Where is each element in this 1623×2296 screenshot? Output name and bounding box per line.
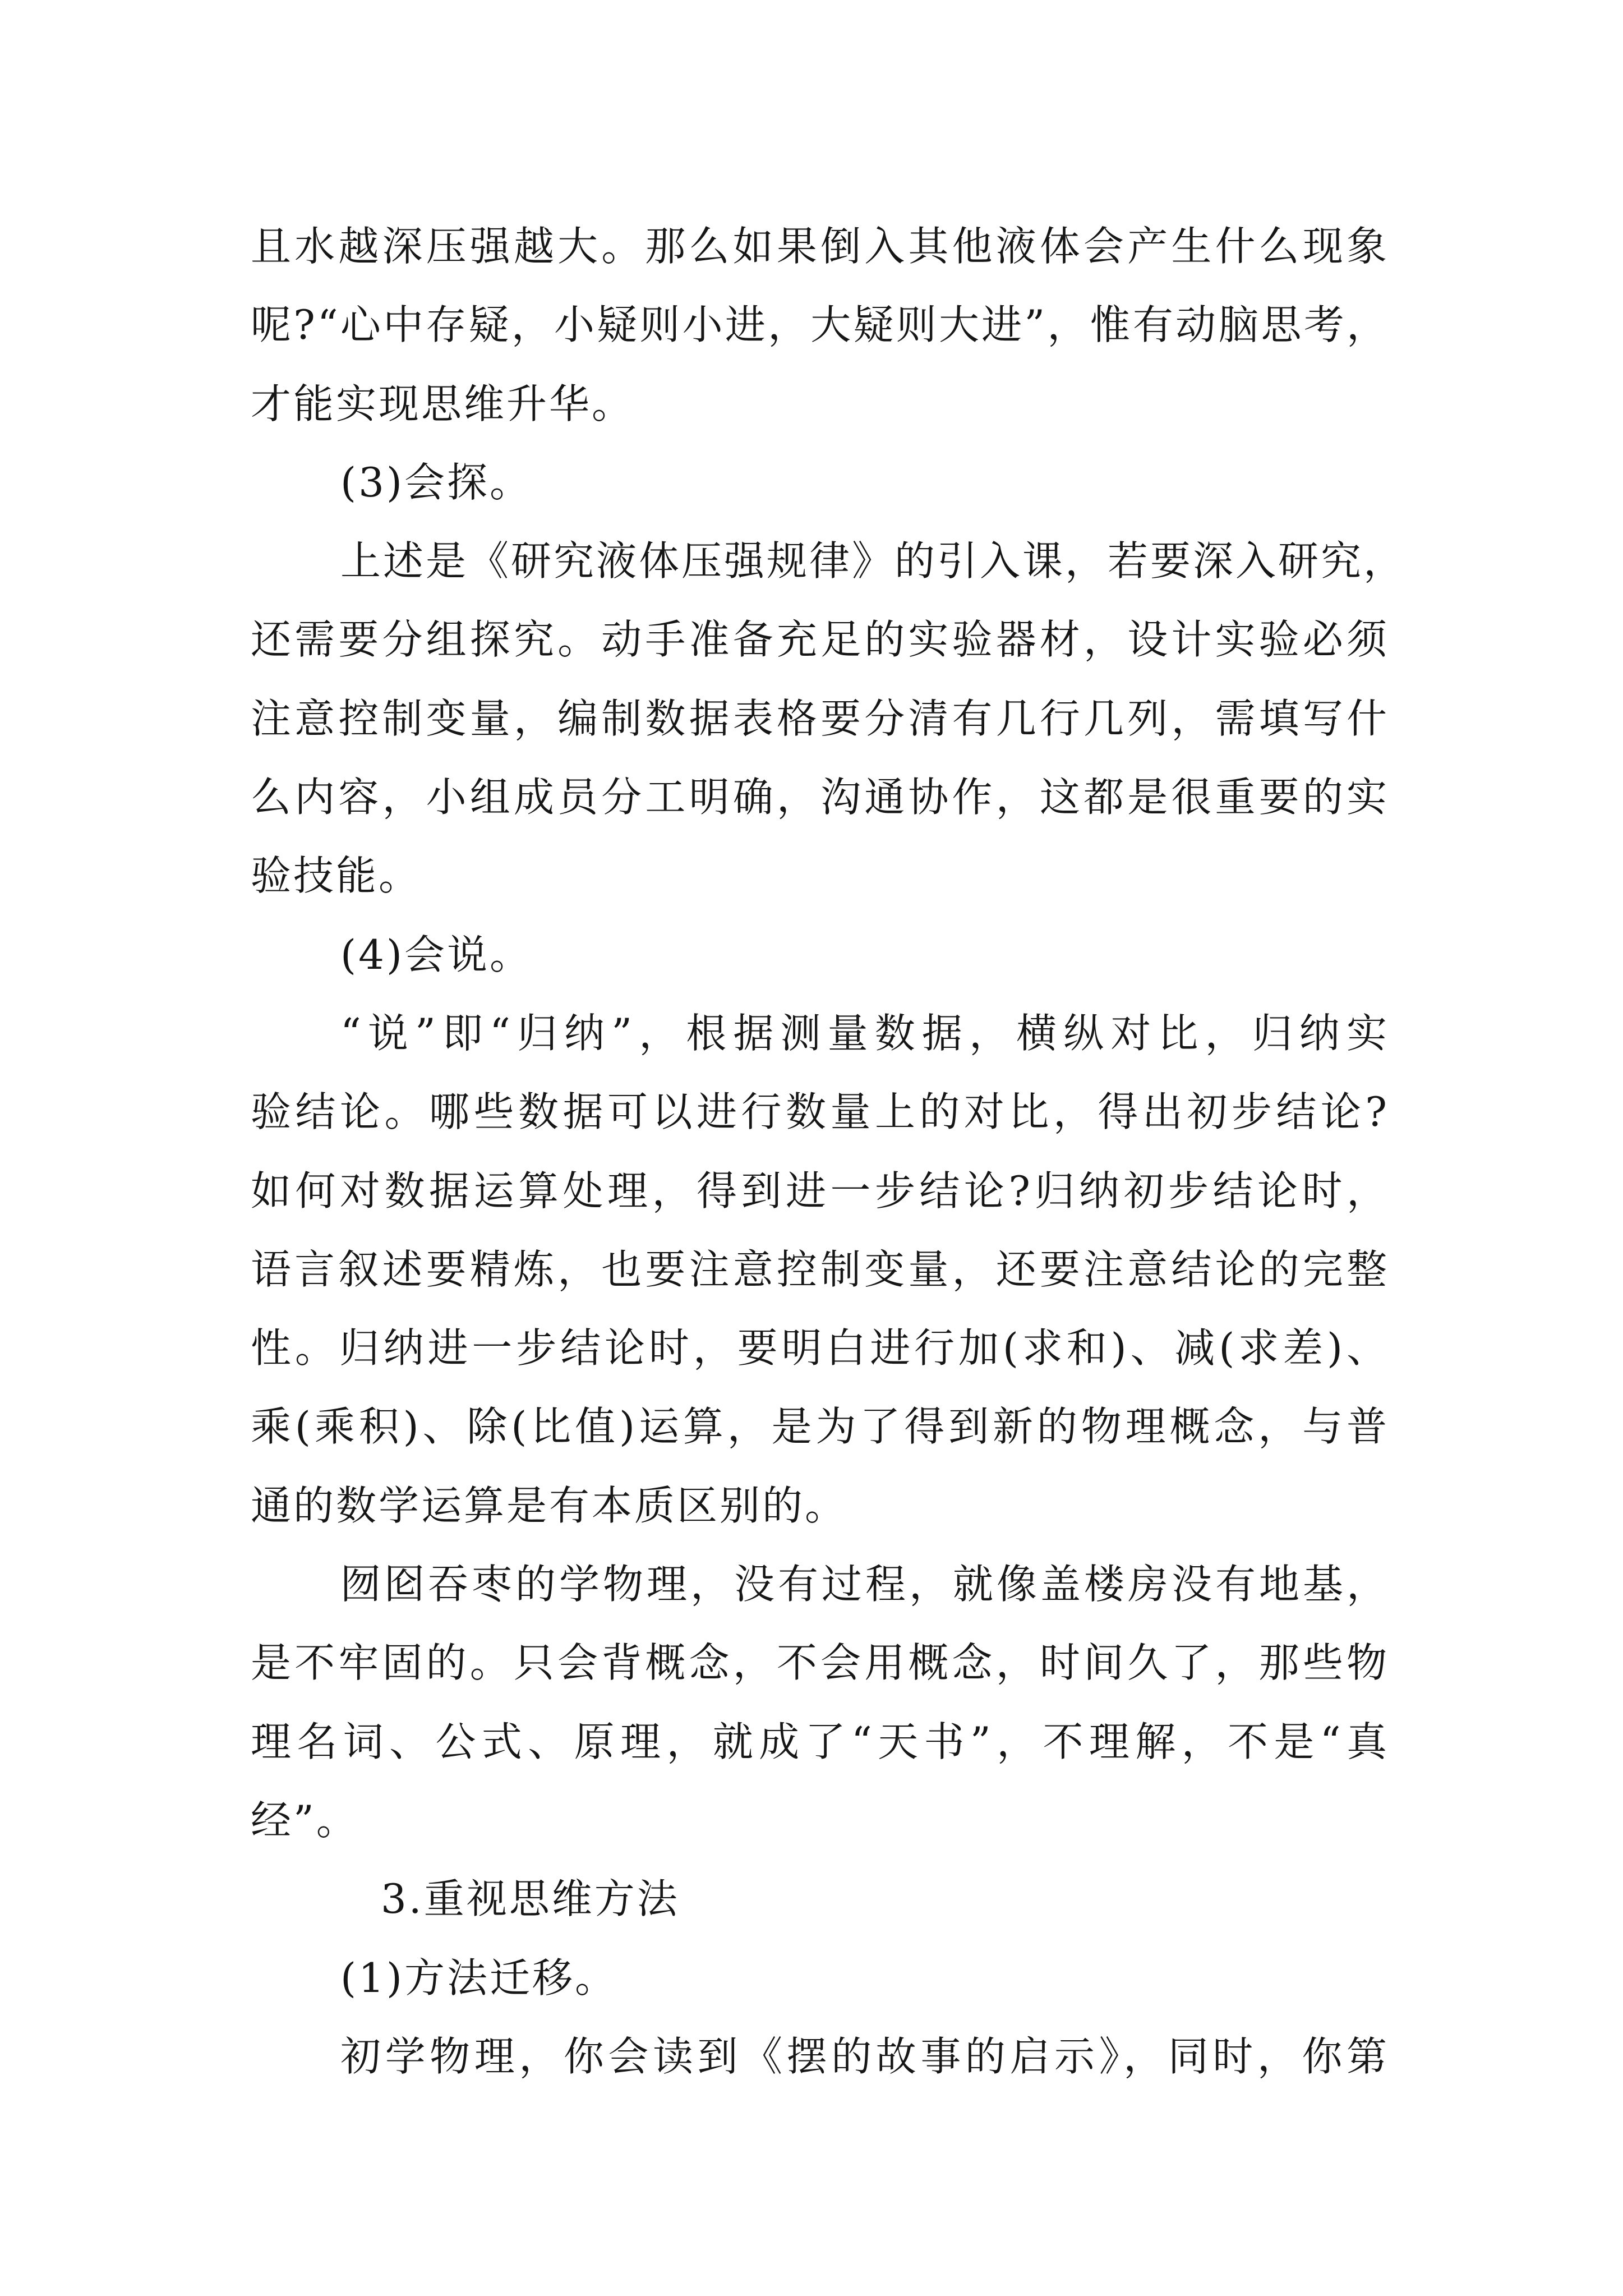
paragraph: [251, 207, 1395, 443]
text-line: 性。归纳进一步结论时，要明白进行加(求和)、减(求差)、: [251, 1324, 1389, 1372]
paragraph: [251, 522, 1407, 915]
body-text: [251, 207, 1407, 2096]
text-line: 验结论。哪些数据可以进行数量上的对比，得出初步结论?: [251, 1088, 1389, 1136]
paragraph: [251, 994, 1395, 1545]
text-line: 经”。: [251, 1796, 359, 1844]
text-line: 验技能。: [251, 852, 422, 900]
text-line: 如何对数据运算处理，得到进一步结论?归纳初步结论时，: [251, 1167, 1389, 1214]
text-line: 还需要分组探究。动手准备充足的实验器材，设计实验必须: [251, 616, 1389, 664]
paragraph: [251, 1545, 1395, 1860]
text-line: 通的数学运算是有本质区别的。: [251, 1481, 848, 1529]
text-line: 呢?“心中存疑，小疑则小进，大疑则大进”，惟有动脑思考，: [251, 301, 1389, 349]
text-line: 语言叙述要精炼，也要注意控制变量，还要注意结论的完整: [251, 1245, 1389, 1293]
subheading-text: (3)会探。: [340, 458, 532, 506]
text-line: 理名词、公式、原理，就成了“天书”，不理解，不是“真: [251, 1718, 1389, 1765]
text-line: 注意控制变量，编制数据表格要分清有几行几列，需填写什: [251, 694, 1389, 742]
text-line: 乘(乘积)、除(比值)运算，是为了得到新的物理概念，与普: [251, 1403, 1389, 1451]
subheading-text: (1)方法迁移。: [340, 1954, 617, 2001]
text-line: 初学物理，你会读到《摆的故事的启示》，同时，你第: [340, 2032, 1389, 2080]
paragraph: [251, 2017, 1395, 2096]
text-line: “说”即“归纳”，根据测量数据，横纵对比，归纳实: [340, 1009, 1389, 1057]
text-line: 且水越深压强越大。那么如果倒入其他液体会产生什么现象: [251, 223, 1389, 270]
section-heading: [251, 1860, 1395, 1938]
text-line: 才能实现思维升华。: [251, 380, 635, 427]
text-line: 是不牢固的。只会背概念，不会用概念，时间久了，那些物: [251, 1639, 1389, 1687]
text-line: 上述是《研究液体压强规律》的引入课，若要深入研究，: [340, 537, 1407, 585]
subheading: [251, 443, 1395, 522]
text-line: 么内容，小组成员分工明确，沟通协作，这都是很重要的实: [251, 774, 1389, 821]
subheading: [251, 915, 1395, 994]
subheading-text: (4)会说。: [340, 931, 532, 978]
subheading: [251, 1939, 1395, 2017]
section-heading-text: 3.重视思维方法: [381, 1875, 680, 1923]
text-line: 囫囵吞枣的学物理，没有过程，就像盖楼房没有地基，: [340, 1561, 1389, 1608]
